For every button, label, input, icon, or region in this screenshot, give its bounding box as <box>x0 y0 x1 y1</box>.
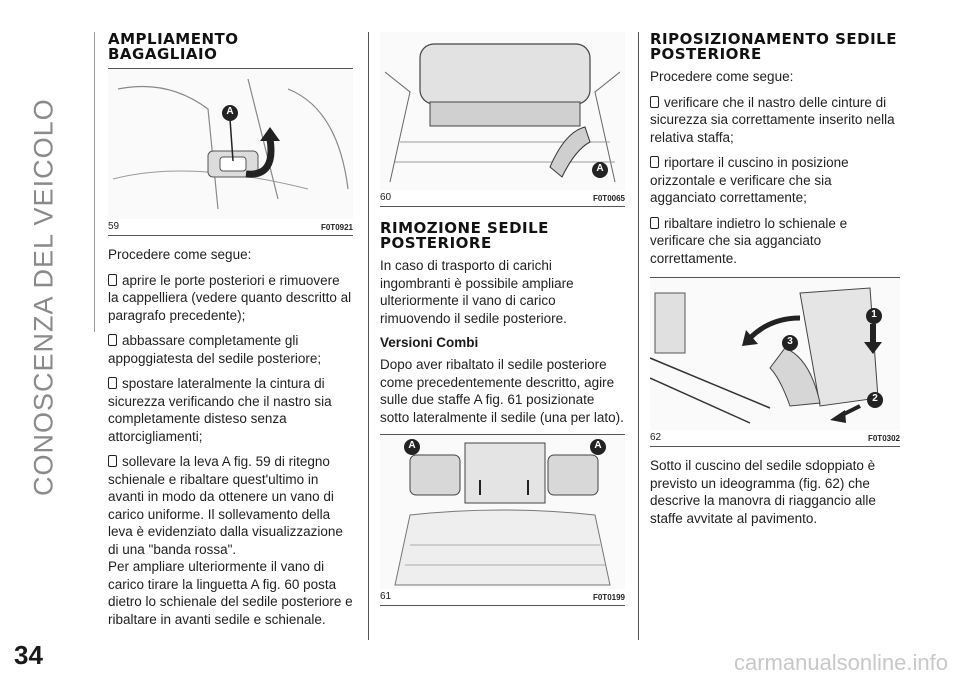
figure-59-illustration <box>108 69 353 219</box>
figure-60-illustration <box>380 32 625 190</box>
intro-text: Procedere come segue: <box>108 247 252 262</box>
figure-59-label: A <box>226 106 234 117</box>
figure-61-label-left: A <box>408 440 416 451</box>
figure-code: F0T0199 <box>592 593 625 602</box>
figure-62-label-2: 2 <box>872 393 878 404</box>
figure-code: F0T0302 <box>867 434 900 443</box>
figure-62-illustration <box>650 278 900 430</box>
figure-60-label: A <box>596 163 604 174</box>
subheading: Versioni Combi <box>380 335 479 350</box>
figure-number: 60 <box>380 192 392 203</box>
figure-61 <box>380 434 625 606</box>
section-heading: AMPLIAMENTO BAGAGLIAIO <box>108 30 239 63</box>
figure-62 <box>650 277 900 447</box>
figure-code: F0T0921 <box>320 223 353 232</box>
figure-60-caption <box>380 190 625 207</box>
figure-59 <box>108 68 353 236</box>
figure-number: 62 <box>650 432 662 443</box>
figure-59-caption <box>108 219 353 236</box>
figure-code: F0T0065 <box>592 194 625 203</box>
list-item: aprire le porte posteriori e rimuovere la cappelliera (vedere quanto descritto al paragrafo precedente); <box>108 272 352 323</box>
column-divider <box>638 32 639 640</box>
intro-text: Procedere come segue: <box>650 69 794 84</box>
list-item: ribaltare indietro lo schienale e verificare che sia agganciato correttamente. <box>650 215 900 268</box>
body-text: Sotto il cuscino del sedile sdoppiato è previsto un ideogramma (fig. 62) che descrive la manovra di riaggancio alle staffe avvitate al pavimento. <box>650 458 876 526</box>
figure-61-caption <box>380 589 625 606</box>
figure-number: 61 <box>380 591 392 602</box>
figure-62-label-3: 3 <box>787 336 793 347</box>
list-item: verificare che il nastro delle cinture di sicurezza sia correttamente inserito nella relativa staffa; <box>650 94 900 147</box>
list-item: sollevare la leva A fig. 59 di ritegno schienale e ribaltare quest'ultimo in avanti in modo da ottenere un vano di carico uniforme. Il sollevamento della leva è evidenziato dalla visualizzazione di una "banda rossa". <box>108 453 353 558</box>
column-1 <box>108 32 353 636</box>
column-divider <box>368 32 369 640</box>
list-item: abbassare completamente gli appoggiatesta del sedile posteriore; <box>108 332 353 367</box>
figure-61-label-right: A <box>594 440 602 451</box>
watermark: carmanualsonline.info <box>733 650 948 675</box>
body-text: In caso di trasporto di carichi ingombranti è possibile ampliare ulteriormente il vano di carico rimuovendo il sedile posteriore. <box>380 258 574 326</box>
figure-60 <box>380 32 625 207</box>
page-number: 34 <box>14 640 43 670</box>
list-item: riportare il cuscino in posizione orizzontale e verificare che sia agganciato correttamente; <box>650 154 900 207</box>
figure-62-caption <box>650 430 900 447</box>
body-text: Per ampliare ulteriormente il vano di carico tirare la linguetta A fig. 60 posta dietro lo schienale del sedile posteriore e ribaltare in avanti sedile e schienale. <box>108 559 353 627</box>
figure-62-label-1: 1 <box>871 309 877 320</box>
side-divider <box>94 32 95 332</box>
figure-61-illustration <box>380 435 625 589</box>
section-heading: RIPOSIZIONAMENTO SEDILE POSTERIORE <box>650 30 897 63</box>
section-title: CONOSCENZA DEL VEICOLO <box>28 98 59 496</box>
column-3 <box>650 32 900 535</box>
column-2 <box>380 32 625 606</box>
list-item: spostare lateralmente la cintura di sicurezza verificando che il nastro sia completamente disteso senza attorcigliamenti; <box>108 375 353 445</box>
figure-number: 59 <box>108 221 120 232</box>
body-text: Dopo aver ribaltato il sedile posteriore come precedentemente descritto, agire sulle due staffe A fig. 61 posizionate sotto lateralmente il sedile (una per lato). <box>380 357 624 425</box>
section-heading: RIMOZIONE SEDILE POSTERIORE <box>380 219 549 252</box>
